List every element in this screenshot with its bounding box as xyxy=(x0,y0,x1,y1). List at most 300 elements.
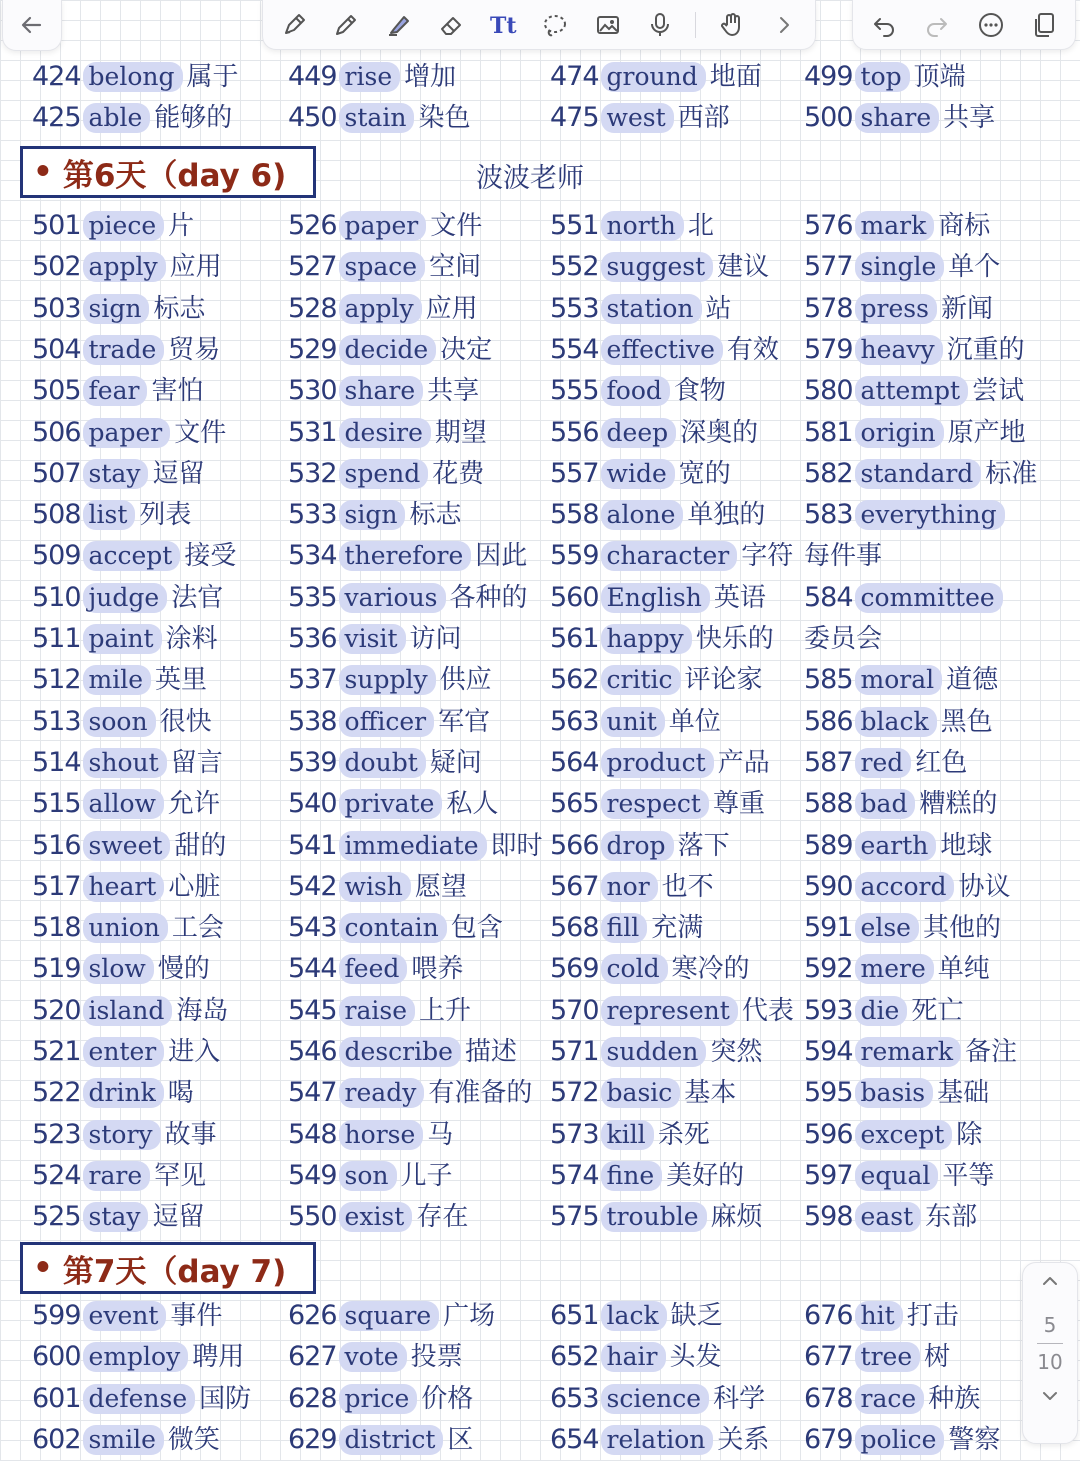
english-word: science xyxy=(601,1384,710,1414)
day-heading xyxy=(20,146,316,198)
chinese-meaning: 麻烦 xyxy=(710,1202,763,1232)
word-number: 535 xyxy=(288,582,337,613)
english-word: therefore xyxy=(339,541,472,571)
chinese-meaning: 各种的 xyxy=(449,583,528,613)
word-number: 511 xyxy=(32,623,81,654)
text-tool-icon xyxy=(489,11,517,39)
vocab-entry xyxy=(288,246,481,288)
word-number: 540 xyxy=(288,788,337,819)
chinese-meaning: 工会 xyxy=(171,913,224,943)
english-word: desire xyxy=(339,418,431,448)
vocab-entry xyxy=(550,659,763,701)
english-word: ground xyxy=(601,62,706,92)
svg-text:Tt: Tt xyxy=(490,12,517,39)
word-number: 549 xyxy=(288,1160,337,1191)
word-number: 555 xyxy=(550,375,599,406)
english-word: supply xyxy=(339,665,436,695)
vocab-entry xyxy=(804,1031,1017,1073)
chinese-meaning: 因此 xyxy=(475,541,528,571)
chinese-meaning: 区 xyxy=(447,1425,474,1455)
word-number: 542 xyxy=(288,871,337,902)
english-word: respect xyxy=(601,789,709,819)
word-number: 527 xyxy=(288,251,337,282)
chinese-meaning: 害怕 xyxy=(151,376,204,406)
chinese-meaning: 落下 xyxy=(677,831,730,861)
english-word: hair xyxy=(601,1342,666,1372)
chinese-meaning: 科学 xyxy=(713,1384,766,1414)
word-number: 569 xyxy=(550,953,599,984)
chinese-meaning: 警察 xyxy=(948,1425,1001,1455)
chinese-meaning: 访问 xyxy=(409,624,462,654)
english-word: equal xyxy=(855,1161,939,1191)
previous-page-button[interactable] xyxy=(1023,1263,1077,1299)
vocab-entry xyxy=(288,1072,532,1114)
english-word: mile xyxy=(83,665,152,695)
vocab-entry xyxy=(804,453,1037,495)
word-number: 522 xyxy=(32,1077,81,1108)
english-word: food xyxy=(601,376,670,406)
vocab-entry xyxy=(550,56,762,98)
word-number: 556 xyxy=(550,417,599,448)
english-word: able xyxy=(83,103,151,133)
vocab-entry xyxy=(288,97,470,139)
chinese-meaning: 原产地 xyxy=(947,418,1026,448)
chinese-meaning: 增加 xyxy=(404,62,457,92)
chinese-meaning: 备注 xyxy=(965,1037,1018,1067)
more-tools-button[interactable] xyxy=(763,4,805,46)
chinese-meaning: 即时 xyxy=(490,831,543,861)
undo-button[interactable] xyxy=(863,4,905,46)
chinese-meaning: 新闻 xyxy=(940,294,993,324)
chinese-meaning: 宽的 xyxy=(678,459,731,489)
gesture-tool[interactable] xyxy=(711,4,753,46)
chinese-meaning: 甜的 xyxy=(174,831,227,861)
english-word: drink xyxy=(83,1078,164,1108)
day-heading xyxy=(20,1242,316,1294)
word-number: 546 xyxy=(288,1036,337,1067)
chinese-meaning: 应用 xyxy=(425,294,478,324)
chinese-meaning: 接受 xyxy=(184,541,237,571)
chinese-meaning: 单位 xyxy=(668,707,721,737)
vocab-entry xyxy=(804,329,1025,371)
word-number: 475 xyxy=(550,102,599,133)
english-word: piece xyxy=(83,211,165,241)
chinese-meaning: 商标 xyxy=(938,211,991,241)
chinese-meaning: 共享 xyxy=(943,103,996,133)
vocab-entry xyxy=(288,1114,453,1156)
chinese-meaning: 罕见 xyxy=(154,1161,207,1191)
chinese-meaning: 单个 xyxy=(948,252,1001,282)
chinese-meaning: 有效 xyxy=(726,335,779,365)
vocab-entry xyxy=(32,1031,220,1073)
english-word: defense xyxy=(83,1384,196,1414)
vocab-entry xyxy=(804,412,1026,454)
english-word: wish xyxy=(339,872,411,902)
english-word: bad xyxy=(855,789,916,819)
vocab-entry xyxy=(804,205,990,247)
english-word: deep xyxy=(601,418,677,448)
vocab-entry xyxy=(288,535,527,577)
chinese-meaning: 尊重 xyxy=(712,789,765,819)
english-word: rise xyxy=(339,62,401,92)
chinese-meaning: 马 xyxy=(427,1120,454,1150)
english-word: fear xyxy=(83,376,148,406)
chinese-meaning: 军官 xyxy=(438,707,491,737)
chinese-meaning: 产品 xyxy=(717,748,770,778)
english-word: tree xyxy=(855,1342,921,1372)
chinese-meaning: 包含 xyxy=(450,913,503,943)
vocab-entry xyxy=(804,1295,959,1337)
chinese-meaning: 沉重的 xyxy=(946,335,1025,365)
word-number: 425 xyxy=(32,102,81,133)
word-number: 593 xyxy=(804,995,853,1026)
word-number: 528 xyxy=(288,293,337,324)
chinese-meaning: 道德 xyxy=(946,665,999,695)
chinese-meaning: 单纯 xyxy=(937,954,990,984)
english-word: apply xyxy=(339,294,422,324)
vocab-entry xyxy=(32,1072,194,1114)
redo-button[interactable] xyxy=(916,4,958,46)
image-tool[interactable] xyxy=(587,4,629,46)
chinese-meaning: 也不 xyxy=(661,872,714,902)
chevron-right-icon xyxy=(770,11,798,39)
word-number: 602 xyxy=(32,1424,81,1455)
word-number: 627 xyxy=(288,1341,337,1372)
english-word: accept xyxy=(83,541,181,571)
chevron-up-icon xyxy=(1040,1271,1060,1291)
word-number: 450 xyxy=(288,102,337,133)
back-arrow-icon xyxy=(18,11,46,39)
word-number: 587 xyxy=(804,747,853,778)
vocab-entry xyxy=(288,453,484,495)
english-word: English xyxy=(601,583,710,613)
more-icon xyxy=(977,11,1005,39)
pencil-tool[interactable] xyxy=(325,4,367,46)
english-word: square xyxy=(339,1301,440,1331)
text-tool[interactable] xyxy=(482,4,524,46)
chinese-meaning: 种族 xyxy=(928,1384,981,1414)
word-number: 520 xyxy=(32,995,81,1026)
vocab-entry xyxy=(550,866,714,908)
word-number: 518 xyxy=(32,912,81,943)
record-audio-tool[interactable] xyxy=(639,4,681,46)
pages-button[interactable] xyxy=(1023,4,1065,46)
vocab-entry xyxy=(550,329,779,371)
chinese-meaning: 进入 xyxy=(168,1037,221,1067)
back-button[interactable] xyxy=(11,4,53,46)
chinese-meaning: 平等 xyxy=(942,1161,995,1191)
english-word: cold xyxy=(601,954,668,984)
word-number: 589 xyxy=(804,830,853,861)
chinese-meaning: 尝试 xyxy=(972,376,1025,406)
chinese-meaning: 打击 xyxy=(906,1301,959,1331)
page-divider xyxy=(1037,1343,1063,1344)
chinese-meaning: 愿望 xyxy=(414,872,467,902)
vocab-entry xyxy=(550,1295,723,1337)
chinese-meaning: 留言 xyxy=(170,748,223,778)
vocab-entry xyxy=(32,701,212,743)
word-number: 598 xyxy=(804,1201,853,1232)
chinese-meaning: 单独的 xyxy=(687,500,766,530)
vocab-entry xyxy=(804,1378,980,1420)
english-word: station xyxy=(601,294,702,324)
chinese-meaning: 价格 xyxy=(421,1384,474,1414)
vocab-entry xyxy=(550,246,769,288)
microphone-icon xyxy=(646,11,674,39)
english-word: black xyxy=(855,707,937,737)
vocab-entry xyxy=(288,1336,463,1378)
english-word: west xyxy=(601,103,674,133)
vocab-entry xyxy=(32,246,222,288)
word-number: 559 xyxy=(550,540,599,571)
vocab-entry xyxy=(550,97,730,139)
chinese-meaning: 列表 xyxy=(139,500,192,530)
english-word: shout xyxy=(83,748,167,778)
vocab-entry xyxy=(804,701,993,743)
english-word: attempt xyxy=(855,376,969,406)
english-word: standard xyxy=(855,459,982,489)
chinese-meaning: 投票 xyxy=(410,1342,463,1372)
word-number: 586 xyxy=(804,706,853,737)
vocab-entry xyxy=(804,825,992,867)
vocab-entry xyxy=(32,990,228,1032)
vocab-entry xyxy=(288,990,471,1032)
chinese-meaning: 私人 xyxy=(446,789,499,819)
english-word: race xyxy=(855,1384,925,1414)
bullet-icon: • xyxy=(33,154,53,190)
word-number: 570 xyxy=(550,995,599,1026)
english-word: price xyxy=(339,1384,418,1414)
chinese-meaning: 空间 xyxy=(429,252,482,282)
english-word: island xyxy=(83,996,173,1026)
chinese-meaning: 每件事 xyxy=(804,541,883,571)
english-word: decide xyxy=(339,335,437,365)
vocab-entry xyxy=(32,288,206,330)
vocab-entry xyxy=(550,494,765,536)
vocab-entry xyxy=(32,494,191,536)
word-number: 521 xyxy=(32,1036,81,1067)
vocab-entry xyxy=(804,577,1007,618)
word-number: 530 xyxy=(288,375,337,406)
word-number: 626 xyxy=(288,1300,337,1331)
word-number: 567 xyxy=(550,871,599,902)
english-word: committee xyxy=(855,583,1003,613)
word-number: 509 xyxy=(32,540,81,571)
chinese-meaning: 心脏 xyxy=(168,872,221,902)
vocab-entry xyxy=(550,701,721,743)
vocab-entry xyxy=(32,412,226,454)
english-word: list xyxy=(83,500,136,530)
english-word: character xyxy=(601,541,738,571)
vocab-entry xyxy=(32,97,232,139)
chinese-meaning: 很快 xyxy=(159,707,212,737)
english-word: slow xyxy=(83,954,154,984)
word-number: 505 xyxy=(32,375,81,406)
vocab-entry xyxy=(804,742,967,784)
chevron-down-icon xyxy=(1040,1386,1060,1406)
word-number: 590 xyxy=(804,871,853,902)
english-word: stay xyxy=(83,459,149,489)
word-number: 572 xyxy=(550,1077,599,1108)
word-number: 558 xyxy=(550,499,599,530)
english-word: raise xyxy=(339,996,415,1026)
english-word: north xyxy=(601,211,684,241)
english-word: paper xyxy=(83,418,171,448)
english-word: describe xyxy=(339,1037,461,1067)
vocab-entry xyxy=(32,907,224,949)
day-title: 第7天（day 7) xyxy=(62,1253,287,1290)
word-number: 578 xyxy=(804,293,853,324)
english-word: press xyxy=(855,294,937,324)
word-number: 554 xyxy=(550,334,599,365)
word-number: 504 xyxy=(32,334,81,365)
chinese-meaning: 逗留 xyxy=(152,1202,205,1232)
word-number: 512 xyxy=(32,664,81,695)
word-number: 499 xyxy=(804,61,853,92)
vocab-entry xyxy=(550,1378,765,1420)
word-number: 561 xyxy=(550,623,599,654)
word-number: 588 xyxy=(804,788,853,819)
word-number: 591 xyxy=(804,912,853,943)
word-number: 652 xyxy=(550,1341,599,1372)
word-number: 676 xyxy=(804,1300,853,1331)
english-word: die xyxy=(855,996,908,1026)
english-word: belong xyxy=(83,62,183,92)
vocab-entry xyxy=(550,1336,722,1378)
vocab-entry xyxy=(550,825,730,867)
word-number: 537 xyxy=(288,664,337,695)
word-number: 513 xyxy=(32,706,81,737)
vocab-entry xyxy=(288,866,467,908)
english-word: else xyxy=(855,913,919,943)
vocab-entry xyxy=(804,990,963,1032)
english-word: basic xyxy=(601,1078,681,1108)
right-toolbar xyxy=(852,0,1076,50)
word-number: 592 xyxy=(804,953,853,984)
english-word: horse xyxy=(339,1120,424,1150)
word-number: 654 xyxy=(550,1424,599,1455)
vocab-entry xyxy=(288,288,478,330)
word-number: 534 xyxy=(288,540,337,571)
word-number: 629 xyxy=(288,1424,337,1455)
english-word: ready xyxy=(339,1078,425,1108)
vocab-entry xyxy=(550,1196,763,1238)
english-word: paper xyxy=(339,211,427,241)
english-word: allow xyxy=(83,789,164,819)
english-word: paint xyxy=(83,624,162,654)
vocab-entry xyxy=(288,329,492,371)
vocab-entry xyxy=(288,56,456,98)
lasso-tool[interactable] xyxy=(534,4,576,46)
chinese-meaning: 突然 xyxy=(710,1037,763,1067)
english-word: event xyxy=(83,1301,167,1331)
vocab-entry xyxy=(288,618,462,660)
day-title: 第6天（day 6) xyxy=(62,157,287,194)
english-word: trouble xyxy=(601,1202,707,1232)
chinese-meaning: 糟糕的 xyxy=(919,789,998,819)
vocab-entry xyxy=(804,370,1024,412)
word-number: 563 xyxy=(550,706,599,737)
word-number: 582 xyxy=(804,458,853,489)
fountain-pen-tool[interactable] xyxy=(273,4,315,46)
vocab-entry xyxy=(288,742,482,784)
word-number: 568 xyxy=(550,912,599,943)
vocab-entry xyxy=(32,618,218,660)
vocab-entry xyxy=(288,907,503,949)
english-word: top xyxy=(855,62,910,92)
word-number: 532 xyxy=(288,458,337,489)
english-word: rare xyxy=(83,1161,151,1191)
english-word: lack xyxy=(601,1301,667,1331)
vocab-entry xyxy=(288,1378,473,1420)
vocab-entry xyxy=(32,1336,244,1378)
chinese-meaning: 深奥的 xyxy=(680,418,759,448)
chinese-meaning: 贸易 xyxy=(168,335,221,365)
word-number: 583 xyxy=(804,499,853,530)
word-number: 515 xyxy=(32,788,81,819)
chinese-meaning: 杀死 xyxy=(657,1120,710,1150)
chinese-meaning: 事件 xyxy=(170,1301,223,1331)
vocab-entry xyxy=(32,56,239,98)
word-number: 551 xyxy=(550,210,599,241)
chinese-meaning: 西部 xyxy=(677,103,730,133)
vocab-entry xyxy=(550,1114,710,1156)
vocab-entry xyxy=(288,1419,473,1461)
vocab-entry xyxy=(804,494,1009,535)
chinese-meaning: 文件 xyxy=(430,211,483,241)
english-word: share xyxy=(339,376,424,406)
toolbar-divider xyxy=(695,12,696,38)
english-word: earth xyxy=(855,831,937,861)
word-number: 547 xyxy=(288,1077,337,1108)
chinese-meaning: 基本 xyxy=(684,1078,737,1108)
english-word: contain xyxy=(339,913,447,943)
chinese-meaning: 红色 xyxy=(915,748,968,778)
chinese-meaning: 食物 xyxy=(673,376,726,406)
word-number: 585 xyxy=(804,664,853,695)
vocab-entry xyxy=(32,1114,217,1156)
eraser-tool[interactable] xyxy=(430,4,472,46)
vocab-entry xyxy=(550,1072,736,1114)
english-word: vote xyxy=(339,1342,407,1372)
english-word: mere xyxy=(855,954,934,984)
vocab-entry xyxy=(804,907,1001,949)
word-number: 653 xyxy=(550,1383,599,1414)
image-icon xyxy=(594,11,622,39)
next-page-button[interactable] xyxy=(1023,1378,1077,1414)
chinese-meaning: 美好的 xyxy=(666,1161,745,1191)
word-number: 539 xyxy=(288,747,337,778)
chinese-meaning: 字符 xyxy=(741,541,794,571)
vocab-entry xyxy=(32,825,226,867)
lasso-icon xyxy=(541,11,569,39)
vocab-entry xyxy=(804,948,990,990)
vocab-entry xyxy=(804,1419,1000,1461)
more-options-button[interactable] xyxy=(970,4,1012,46)
chinese-meaning: 头发 xyxy=(669,1342,722,1372)
word-number: 679 xyxy=(804,1424,853,1455)
word-number: 601 xyxy=(32,1383,81,1414)
vocab-entry xyxy=(550,618,774,660)
english-word: heavy xyxy=(855,335,943,365)
vocab-entry xyxy=(32,329,220,371)
word-number: 503 xyxy=(32,293,81,324)
english-word: share xyxy=(855,103,940,133)
vocab-entry xyxy=(804,866,1010,908)
chinese-meaning: 慢的 xyxy=(157,954,210,984)
english-word: everything xyxy=(855,500,1005,530)
highlighter-tool[interactable] xyxy=(378,4,420,46)
